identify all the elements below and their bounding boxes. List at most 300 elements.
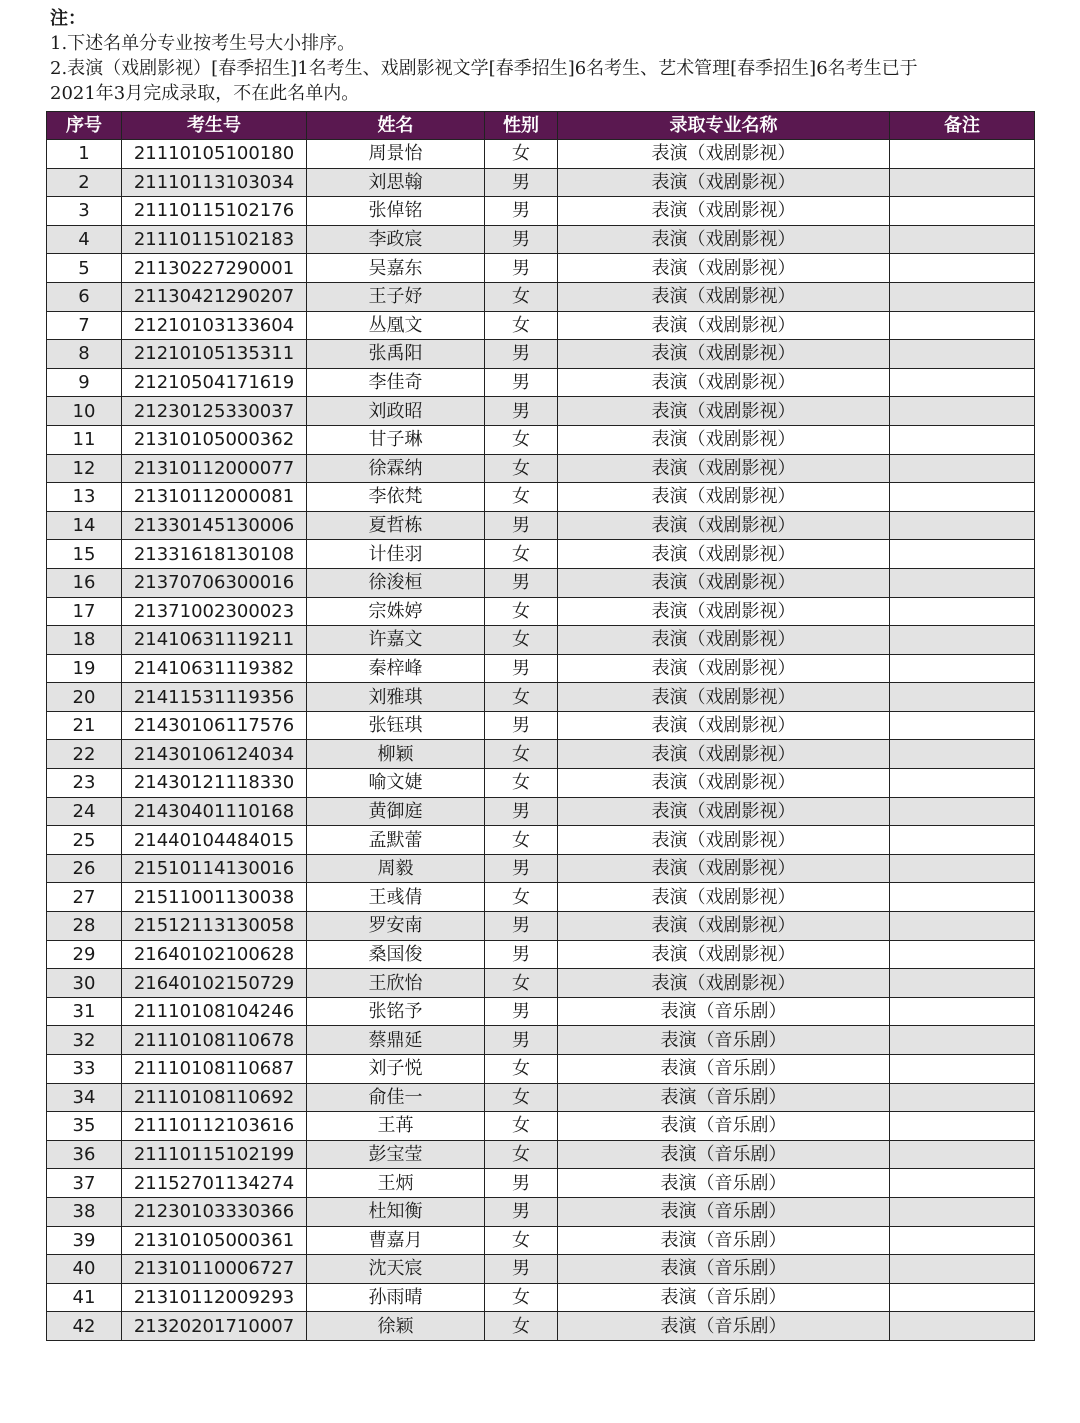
cell-gender: 男 xyxy=(485,568,558,597)
cell-index: 16 xyxy=(47,568,122,597)
cell-remarks xyxy=(890,940,1035,969)
cell-index: 20 xyxy=(47,683,122,712)
cell-exam-id: 21110105100180 xyxy=(122,140,307,169)
table-row xyxy=(47,654,1035,683)
cell-exam-id: 21210105135311 xyxy=(122,340,307,369)
cell-major: 表演（戏剧影视） xyxy=(558,854,890,883)
cell-remarks xyxy=(890,1169,1035,1198)
cell-major: 表演（音乐剧） xyxy=(558,1197,890,1226)
cell-major: 表演（音乐剧） xyxy=(558,1226,890,1255)
cell-major: 表演（戏剧影视） xyxy=(558,740,890,769)
table-row xyxy=(47,511,1035,540)
cell-gender: 女 xyxy=(485,1083,558,1112)
cell-gender: 女 xyxy=(485,140,558,169)
cell-exam-id: 21110108104246 xyxy=(122,997,307,1026)
cell-name: 黄御庭 xyxy=(307,797,485,826)
table-row xyxy=(47,311,1035,340)
cell-remarks xyxy=(890,511,1035,540)
cell-index: 37 xyxy=(47,1169,122,1198)
table-row xyxy=(47,254,1035,283)
cell-major: 表演（戏剧影视） xyxy=(558,683,890,712)
cell-major: 表演（音乐剧） xyxy=(558,1083,890,1112)
cell-exam-id: 21320201710007 xyxy=(122,1312,307,1341)
cell-gender: 女 xyxy=(485,1226,558,1255)
cell-name: 周景怡 xyxy=(307,140,485,169)
table-row xyxy=(47,826,1035,855)
cell-major: 表演（戏剧影视） xyxy=(558,311,890,340)
cell-name: 桑国俊 xyxy=(307,940,485,969)
cell-name: 俞佳一 xyxy=(307,1083,485,1112)
cell-exam-id: 21210504171619 xyxy=(122,368,307,397)
cell-gender: 女 xyxy=(485,826,558,855)
cell-major: 表演（戏剧影视） xyxy=(558,940,890,969)
cell-exam-id: 21310112000081 xyxy=(122,483,307,512)
note-line-1: 1.下述名单分专业按考生号大小排序。 xyxy=(50,33,356,54)
cell-exam-id: 21411531119356 xyxy=(122,683,307,712)
header-major: 录取专业名称 xyxy=(558,112,890,140)
cell-index: 23 xyxy=(47,769,122,798)
cell-name: 许嘉文 xyxy=(307,626,485,655)
cell-major: 表演（戏剧影视） xyxy=(558,368,890,397)
cell-exam-id: 21310105000361 xyxy=(122,1226,307,1255)
cell-remarks xyxy=(890,568,1035,597)
cell-name: 王子妤 xyxy=(307,282,485,311)
cell-name: 计佳羽 xyxy=(307,540,485,569)
table-row xyxy=(47,368,1035,397)
cell-name: 夏哲栋 xyxy=(307,511,485,540)
cell-exam-id: 21512113130058 xyxy=(122,912,307,941)
cell-index: 38 xyxy=(47,1197,122,1226)
cell-major: 表演（戏剧影视） xyxy=(558,568,890,597)
cell-remarks xyxy=(890,597,1035,626)
cell-remarks xyxy=(890,1197,1035,1226)
cell-gender: 男 xyxy=(485,912,558,941)
note-line-3: 2021年3月完成录取，不在此名单内。 xyxy=(50,83,360,104)
table-row xyxy=(47,197,1035,226)
cell-gender: 女 xyxy=(485,1112,558,1141)
cell-exam-id: 21110115102183 xyxy=(122,225,307,254)
cell-name: 曹嘉月 xyxy=(307,1226,485,1255)
table-row xyxy=(47,969,1035,998)
cell-gender: 男 xyxy=(485,168,558,197)
cell-major: 表演（音乐剧） xyxy=(558,1255,890,1284)
cell-remarks xyxy=(890,282,1035,311)
cell-major: 表演（戏剧影视） xyxy=(558,483,890,512)
cell-name: 宗姝婷 xyxy=(307,597,485,626)
cell-major: 表演（戏剧影视） xyxy=(558,254,890,283)
cell-exam-id: 21130227290001 xyxy=(122,254,307,283)
cell-exam-id: 21331618130108 xyxy=(122,540,307,569)
cell-index: 1 xyxy=(47,140,122,169)
cell-exam-id: 21430121118330 xyxy=(122,769,307,798)
cell-major: 表演（戏剧影视） xyxy=(558,597,890,626)
table-row xyxy=(47,454,1035,483)
cell-index: 12 xyxy=(47,454,122,483)
cell-exam-id: 21110113103034 xyxy=(122,168,307,197)
table-row xyxy=(47,769,1035,798)
cell-remarks xyxy=(890,711,1035,740)
table-body xyxy=(47,140,1035,1341)
cell-name: 蔡鼎延 xyxy=(307,1026,485,1055)
cell-exam-id: 21510114130016 xyxy=(122,854,307,883)
cell-major: 表演（戏剧影视） xyxy=(558,969,890,998)
cell-remarks xyxy=(890,540,1035,569)
cell-gender: 男 xyxy=(485,1255,558,1284)
cell-major: 表演（音乐剧） xyxy=(558,1026,890,1055)
cell-index: 7 xyxy=(47,311,122,340)
cell-gender: 女 xyxy=(485,425,558,454)
admission-table xyxy=(46,111,1035,1341)
cell-remarks xyxy=(890,368,1035,397)
cell-gender: 男 xyxy=(485,397,558,426)
table-row xyxy=(47,1169,1035,1198)
cell-remarks xyxy=(890,197,1035,226)
cell-major: 表演（音乐剧） xyxy=(558,1112,890,1141)
cell-gender: 男 xyxy=(485,711,558,740)
cell-name: 李政宸 xyxy=(307,225,485,254)
table-row xyxy=(47,711,1035,740)
cell-gender: 女 xyxy=(485,540,558,569)
cell-index: 33 xyxy=(47,1055,122,1084)
table-row xyxy=(47,1083,1035,1112)
table-row xyxy=(47,1026,1035,1055)
cell-remarks xyxy=(890,854,1035,883)
cell-name: 刘政昭 xyxy=(307,397,485,426)
cell-remarks xyxy=(890,826,1035,855)
table-row xyxy=(47,912,1035,941)
table-row xyxy=(47,797,1035,826)
cell-index: 30 xyxy=(47,969,122,998)
cell-major: 表演（戏剧影视） xyxy=(558,883,890,912)
cell-exam-id: 21371002300023 xyxy=(122,597,307,626)
table-row xyxy=(47,483,1035,512)
cell-remarks xyxy=(890,454,1035,483)
cell-exam-id: 21370706300016 xyxy=(122,568,307,597)
notes-title: 注： xyxy=(50,8,86,29)
table-row xyxy=(47,397,1035,426)
cell-gender: 男 xyxy=(485,1169,558,1198)
cell-remarks xyxy=(890,969,1035,998)
cell-name: 徐浚桓 xyxy=(307,568,485,597)
cell-remarks xyxy=(890,1312,1035,1341)
cell-major: 表演（音乐剧） xyxy=(558,1312,890,1341)
cell-major: 表演（戏剧影视） xyxy=(558,654,890,683)
table-header-row xyxy=(47,112,1035,140)
cell-index: 4 xyxy=(47,225,122,254)
cell-index: 31 xyxy=(47,997,122,1026)
cell-gender: 男 xyxy=(485,1197,558,1226)
cell-name: 王欣怡 xyxy=(307,969,485,998)
cell-gender: 女 xyxy=(485,483,558,512)
cell-remarks xyxy=(890,740,1035,769)
cell-gender: 男 xyxy=(485,654,558,683)
cell-remarks xyxy=(890,1140,1035,1169)
table-row xyxy=(47,568,1035,597)
table-row xyxy=(47,740,1035,769)
cell-exam-id: 21152701134274 xyxy=(122,1169,307,1198)
cell-remarks xyxy=(890,311,1035,340)
cell-name: 刘思翰 xyxy=(307,168,485,197)
cell-index: 34 xyxy=(47,1083,122,1112)
table-row xyxy=(47,1283,1035,1312)
cell-name: 张钰琪 xyxy=(307,711,485,740)
table-row xyxy=(47,683,1035,712)
cell-name: 王炳 xyxy=(307,1169,485,1198)
cell-gender: 男 xyxy=(485,197,558,226)
cell-gender: 男 xyxy=(485,340,558,369)
cell-major: 表演（戏剧影视） xyxy=(558,626,890,655)
cell-index: 28 xyxy=(47,912,122,941)
cell-index: 14 xyxy=(47,511,122,540)
cell-gender: 女 xyxy=(485,282,558,311)
notes-section xyxy=(50,6,1050,106)
cell-index: 9 xyxy=(47,368,122,397)
cell-index: 21 xyxy=(47,711,122,740)
cell-gender: 女 xyxy=(485,1055,558,1084)
table-row xyxy=(47,1312,1035,1341)
header-exam-id: 考生号 xyxy=(122,112,307,140)
cell-gender: 女 xyxy=(485,969,558,998)
cell-remarks xyxy=(890,397,1035,426)
cell-remarks xyxy=(890,254,1035,283)
table-row xyxy=(47,282,1035,311)
cell-exam-id: 21640102150729 xyxy=(122,969,307,998)
table-row xyxy=(47,1197,1035,1226)
cell-exam-id: 21310105000362 xyxy=(122,425,307,454)
cell-index: 11 xyxy=(47,425,122,454)
cell-exam-id: 21430106124034 xyxy=(122,740,307,769)
cell-exam-id: 21511001130038 xyxy=(122,883,307,912)
cell-name: 王彧倩 xyxy=(307,883,485,912)
cell-gender: 女 xyxy=(485,769,558,798)
cell-index: 18 xyxy=(47,626,122,655)
cell-name: 徐颖 xyxy=(307,1312,485,1341)
cell-remarks xyxy=(890,483,1035,512)
table-row xyxy=(47,1255,1035,1284)
cell-remarks xyxy=(890,654,1035,683)
header-index: 序号 xyxy=(47,112,122,140)
cell-major: 表演（戏剧影视） xyxy=(558,454,890,483)
note-line-2: 2.表演（戏剧影视）[春季招生]1名考生、戏剧影视文学[春季招生]6名考生、艺术管理[春季招生]6名考生已于 xyxy=(50,58,918,79)
cell-name: 刘子悦 xyxy=(307,1055,485,1084)
cell-index: 17 xyxy=(47,597,122,626)
cell-gender: 男 xyxy=(485,997,558,1026)
table-row xyxy=(47,540,1035,569)
cell-name: 孙雨晴 xyxy=(307,1283,485,1312)
header-gender: 性别 xyxy=(485,112,558,140)
table-row xyxy=(47,626,1035,655)
cell-remarks xyxy=(890,425,1035,454)
cell-exam-id: 21440104484015 xyxy=(122,826,307,855)
cell-major: 表演（戏剧影视） xyxy=(558,282,890,311)
cell-index: 24 xyxy=(47,797,122,826)
cell-index: 35 xyxy=(47,1112,122,1141)
cell-index: 40 xyxy=(47,1255,122,1284)
cell-major: 表演（戏剧影视） xyxy=(558,425,890,454)
table-row xyxy=(47,340,1035,369)
cell-remarks xyxy=(890,1026,1035,1055)
cell-gender: 女 xyxy=(485,1140,558,1169)
table-row xyxy=(47,1055,1035,1084)
cell-index: 15 xyxy=(47,540,122,569)
table-row xyxy=(47,597,1035,626)
cell-remarks xyxy=(890,168,1035,197)
cell-remarks xyxy=(890,997,1035,1026)
table-row xyxy=(47,225,1035,254)
cell-major: 表演（戏剧影视） xyxy=(558,711,890,740)
cell-major: 表演（音乐剧） xyxy=(558,1055,890,1084)
cell-index: 2 xyxy=(47,168,122,197)
table-row xyxy=(47,425,1035,454)
cell-index: 36 xyxy=(47,1140,122,1169)
cell-gender: 男 xyxy=(485,254,558,283)
cell-index: 42 xyxy=(47,1312,122,1341)
cell-exam-id: 21410631119211 xyxy=(122,626,307,655)
cell-index: 25 xyxy=(47,826,122,855)
cell-index: 32 xyxy=(47,1026,122,1055)
cell-name: 徐霖纳 xyxy=(307,454,485,483)
table-row xyxy=(47,168,1035,197)
cell-exam-id: 21310112009293 xyxy=(122,1283,307,1312)
cell-major: 表演（音乐剧） xyxy=(558,1283,890,1312)
cell-gender: 女 xyxy=(485,883,558,912)
cell-major: 表演（音乐剧） xyxy=(558,1169,890,1198)
cell-major: 表演（戏剧影视） xyxy=(558,769,890,798)
cell-gender: 女 xyxy=(485,597,558,626)
cell-exam-id: 21210103133604 xyxy=(122,311,307,340)
cell-name: 甘子琳 xyxy=(307,425,485,454)
cell-gender: 女 xyxy=(485,1312,558,1341)
cell-remarks xyxy=(890,140,1035,169)
cell-gender: 男 xyxy=(485,1026,558,1055)
cell-name: 柳颖 xyxy=(307,740,485,769)
cell-remarks xyxy=(890,883,1035,912)
cell-gender: 男 xyxy=(485,511,558,540)
cell-gender: 女 xyxy=(485,311,558,340)
cell-name: 张禹阳 xyxy=(307,340,485,369)
cell-index: 6 xyxy=(47,282,122,311)
header-name: 姓名 xyxy=(307,112,485,140)
cell-name: 秦梓峰 xyxy=(307,654,485,683)
cell-name: 刘雅琪 xyxy=(307,683,485,712)
cell-name: 张铭予 xyxy=(307,997,485,1026)
cell-remarks xyxy=(890,797,1035,826)
cell-major: 表演（戏剧影视） xyxy=(558,340,890,369)
cell-name: 吴嘉东 xyxy=(307,254,485,283)
cell-exam-id: 21230125330037 xyxy=(122,397,307,426)
cell-exam-id: 21410631119382 xyxy=(122,654,307,683)
cell-major: 表演（音乐剧） xyxy=(558,1140,890,1169)
cell-name: 沈天宸 xyxy=(307,1255,485,1284)
cell-remarks xyxy=(890,340,1035,369)
cell-index: 8 xyxy=(47,340,122,369)
cell-name: 周毅 xyxy=(307,854,485,883)
cell-gender: 女 xyxy=(485,454,558,483)
cell-index: 3 xyxy=(47,197,122,226)
cell-gender: 女 xyxy=(485,626,558,655)
cell-gender: 男 xyxy=(485,854,558,883)
cell-gender: 女 xyxy=(485,683,558,712)
cell-exam-id: 21130421290207 xyxy=(122,282,307,311)
cell-major: 表演（戏剧影视） xyxy=(558,225,890,254)
cell-index: 26 xyxy=(47,854,122,883)
cell-exam-id: 21110115102176 xyxy=(122,197,307,226)
cell-index: 29 xyxy=(47,940,122,969)
cell-name: 罗安南 xyxy=(307,912,485,941)
cell-major: 表演（戏剧影视） xyxy=(558,511,890,540)
cell-exam-id: 21110108110687 xyxy=(122,1055,307,1084)
cell-remarks xyxy=(890,769,1035,798)
cell-exam-id: 21310112000077 xyxy=(122,454,307,483)
cell-index: 39 xyxy=(47,1226,122,1255)
table-row xyxy=(47,1226,1035,1255)
table-row xyxy=(47,997,1035,1026)
cell-major: 表演（戏剧影视） xyxy=(558,168,890,197)
cell-remarks xyxy=(890,1255,1035,1284)
cell-name: 喻文婕 xyxy=(307,769,485,798)
cell-major: 表演（戏剧影视） xyxy=(558,140,890,169)
cell-major: 表演（戏剧影视） xyxy=(558,540,890,569)
cell-exam-id: 21430106117576 xyxy=(122,711,307,740)
cell-exam-id: 21110108110692 xyxy=(122,1083,307,1112)
cell-remarks xyxy=(890,683,1035,712)
cell-exam-id: 21230103330366 xyxy=(122,1197,307,1226)
cell-exam-id: 21110115102199 xyxy=(122,1140,307,1169)
cell-index: 27 xyxy=(47,883,122,912)
cell-major: 表演（戏剧影视） xyxy=(558,797,890,826)
cell-gender: 女 xyxy=(485,1283,558,1312)
cell-name: 李依梵 xyxy=(307,483,485,512)
table-row xyxy=(47,940,1035,969)
table-row xyxy=(47,140,1035,169)
cell-exam-id: 21330145130006 xyxy=(122,511,307,540)
cell-remarks xyxy=(890,1112,1035,1141)
cell-major: 表演（戏剧影视） xyxy=(558,912,890,941)
cell-remarks xyxy=(890,1083,1035,1112)
cell-name: 张倬铭 xyxy=(307,197,485,226)
cell-exam-id: 21110108110678 xyxy=(122,1026,307,1055)
cell-name: 彭宝莹 xyxy=(307,1140,485,1169)
cell-gender: 男 xyxy=(485,225,558,254)
table-row xyxy=(47,1112,1035,1141)
cell-gender: 男 xyxy=(485,940,558,969)
cell-remarks xyxy=(890,1226,1035,1255)
cell-remarks xyxy=(890,912,1035,941)
table-row xyxy=(47,883,1035,912)
cell-remarks xyxy=(890,225,1035,254)
cell-name: 杜知衡 xyxy=(307,1197,485,1226)
cell-index: 41 xyxy=(47,1283,122,1312)
cell-remarks xyxy=(890,626,1035,655)
cell-index: 22 xyxy=(47,740,122,769)
cell-gender: 男 xyxy=(485,797,558,826)
cell-remarks xyxy=(890,1283,1035,1312)
cell-index: 19 xyxy=(47,654,122,683)
cell-exam-id: 21110112103616 xyxy=(122,1112,307,1141)
cell-exam-id: 21640102100628 xyxy=(122,940,307,969)
table-row xyxy=(47,1140,1035,1169)
cell-index: 10 xyxy=(47,397,122,426)
cell-name: 王苒 xyxy=(307,1112,485,1141)
cell-gender: 女 xyxy=(485,740,558,769)
cell-exam-id: 21310110006727 xyxy=(122,1255,307,1284)
cell-major: 表演（戏剧影视） xyxy=(558,397,890,426)
cell-gender: 男 xyxy=(485,368,558,397)
cell-major: 表演（戏剧影视） xyxy=(558,826,890,855)
cell-name: 丛凰文 xyxy=(307,311,485,340)
cell-remarks xyxy=(890,1055,1035,1084)
cell-name: 孟默蕾 xyxy=(307,826,485,855)
